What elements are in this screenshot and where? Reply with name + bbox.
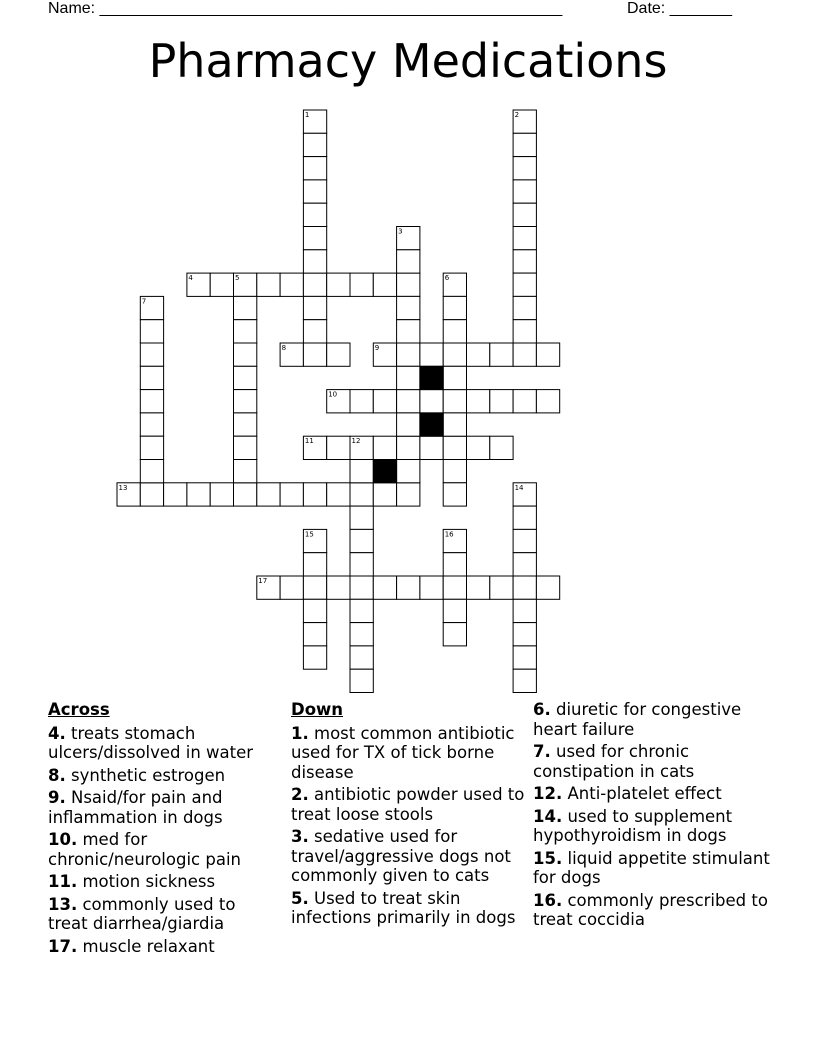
grid-cell[interactable] <box>490 436 513 459</box>
grid-cell[interactable] <box>280 273 303 296</box>
grid-cell[interactable] <box>303 273 326 296</box>
cell-number: 3 <box>398 227 403 236</box>
clue-text: commonly prescribed to treat coccidia <box>533 890 768 929</box>
grid-cell[interactable] <box>467 576 490 599</box>
clue-text: commonly used to treat diarrhea/giardia <box>48 894 236 933</box>
clue-number: 13. <box>48 894 78 914</box>
clue-item <box>291 724 527 783</box>
clue-number: 14. <box>533 806 563 826</box>
cell-number: 14 <box>514 483 524 492</box>
clue-text: motion sickness <box>77 872 216 891</box>
clue-number: 2. <box>291 785 309 804</box>
clue-number: 8. <box>48 765 66 785</box>
grid-cell[interactable] <box>350 390 373 413</box>
grid-cell[interactable] <box>420 390 443 413</box>
clue-number: 11. <box>48 872 78 891</box>
clue-number: 12. <box>533 784 563 803</box>
clue-text: treats stomach ulcers/dissolved in water <box>48 723 254 762</box>
grid-cell[interactable] <box>303 296 326 319</box>
grid-cell[interactable] <box>513 250 536 273</box>
grid-cell[interactable] <box>397 320 420 343</box>
grid-cell[interactable] <box>234 320 257 343</box>
black-cell <box>373 460 396 483</box>
cell-number: 4 <box>188 274 193 283</box>
grid-cell[interactable] <box>443 413 466 436</box>
clue-number: 10. <box>48 830 78 849</box>
grid-cell[interactable] <box>350 273 373 296</box>
grid-cell[interactable] <box>303 157 326 180</box>
clue-text: muscle relaxant <box>77 936 215 956</box>
clue-item <box>291 827 527 886</box>
clue-item <box>48 788 280 827</box>
across-heading: Across <box>48 700 110 719</box>
grid-cell[interactable] <box>303 250 326 273</box>
page-title: Pharmacy Medications <box>148 34 668 88</box>
grid-cell[interactable] <box>443 390 466 413</box>
grid-cell[interactable] <box>327 273 350 296</box>
grid-cell[interactable] <box>303 180 326 203</box>
clue-item <box>533 784 773 804</box>
grid-cell[interactable] <box>490 576 513 599</box>
grid-cell[interactable] <box>280 483 303 506</box>
grid-cell[interactable] <box>536 576 559 599</box>
clue-number: 6. <box>533 700 551 719</box>
clue-item <box>48 937 280 957</box>
clue-number: 9. <box>48 788 66 807</box>
cell-number: 17 <box>258 577 268 585</box>
clue-item <box>48 724 280 763</box>
grid-cell[interactable] <box>443 623 466 646</box>
cell-number: 5 <box>235 274 240 283</box>
black-cell <box>420 366 443 389</box>
grid-cell[interactable] <box>490 343 513 366</box>
grid-cell[interactable] <box>513 576 536 599</box>
clue-text: Used to treat skin infections primarily in dogs <box>291 888 516 927</box>
grid-cell[interactable] <box>350 483 373 506</box>
clue-item <box>48 830 280 869</box>
grid-cell[interactable] <box>327 436 350 459</box>
clue-text: Nsaid/for pain and inflammation in dogs <box>48 788 223 827</box>
grid-cell[interactable] <box>513 296 536 319</box>
grid-cell[interactable] <box>513 157 536 180</box>
grid-cell[interactable] <box>140 436 163 459</box>
grid-cell[interactable] <box>303 203 326 226</box>
grid-cell[interactable] <box>513 390 536 413</box>
grid-cell[interactable] <box>397 273 420 296</box>
grid-cell[interactable] <box>350 460 373 483</box>
grid-cell[interactable] <box>443 553 466 576</box>
cell-number: 10 <box>328 390 338 399</box>
clue-number: 1. <box>291 723 309 743</box>
grid-cell[interactable] <box>467 343 490 366</box>
grid-cell[interactable] <box>210 273 233 296</box>
grid-cell[interactable] <box>303 227 326 250</box>
grid-cell[interactable] <box>443 296 466 319</box>
cell-number: 16 <box>444 530 454 539</box>
cell-number: 8 <box>281 344 287 352</box>
grid-cell[interactable] <box>140 483 163 506</box>
clue-text: most common antibiotic used for TX of tick borne disease <box>291 723 515 782</box>
grid-cell[interactable] <box>397 436 420 459</box>
clue-text: used for chronic constipation in cats <box>533 742 695 781</box>
grid-cell[interactable] <box>443 366 466 389</box>
grid-cell[interactable] <box>187 483 210 506</box>
grid-cell[interactable] <box>327 343 350 366</box>
clues-column-across <box>48 700 280 959</box>
clue-item <box>533 700 773 739</box>
grid-cell[interactable] <box>140 460 163 483</box>
grid-cell[interactable] <box>513 133 536 156</box>
grid-cell[interactable] <box>350 623 373 646</box>
clue-text: med for chronic/neurologic pain <box>48 830 241 869</box>
clue-number: 3. <box>291 827 309 846</box>
grid-cell[interactable] <box>303 553 326 576</box>
grid-cell[interactable] <box>350 646 373 669</box>
grid-cell[interactable] <box>513 646 536 669</box>
clue-text: Anti-platelet effect <box>562 784 722 803</box>
clue-item <box>291 889 527 928</box>
grid-cell[interactable] <box>373 436 396 459</box>
grid-cell[interactable] <box>443 483 466 506</box>
grid-cell[interactable] <box>303 133 326 156</box>
grid-cell[interactable] <box>443 599 466 622</box>
grid-cell[interactable] <box>397 413 420 436</box>
grid-cell[interactable] <box>513 343 536 366</box>
grid-cell[interactable] <box>303 646 326 669</box>
grid-cell[interactable] <box>234 390 257 413</box>
cell-number: 1 <box>304 111 310 119</box>
black-cell <box>420 413 443 436</box>
grid-cell[interactable] <box>397 366 420 389</box>
grid-cell[interactable] <box>513 180 536 203</box>
grid-cell[interactable] <box>490 390 513 413</box>
grid-cell[interactable] <box>234 483 257 506</box>
grid-cell[interactable] <box>234 366 257 389</box>
clue-text: diuretic for congestive heart failure <box>533 700 742 739</box>
name-field-label: Name: ____________________________________________________ <box>48 0 563 17</box>
grid-cell[interactable] <box>327 483 350 506</box>
grid-cell[interactable] <box>397 343 420 366</box>
grid-cell[interactable] <box>280 576 303 599</box>
grid-cell[interactable] <box>513 227 536 250</box>
clue-number: 16. <box>533 890 563 910</box>
clue-number: 15. <box>533 848 563 868</box>
clue-text: used to supplement hypothyroidism in dogs <box>533 806 733 845</box>
grid-cell[interactable] <box>327 576 350 599</box>
grid-cell[interactable] <box>513 553 536 576</box>
grid-cell[interactable] <box>257 273 280 296</box>
grid-cell[interactable] <box>140 343 163 366</box>
grid-cell[interactable] <box>443 343 466 366</box>
grid-cell[interactable] <box>234 460 257 483</box>
grid-cell[interactable] <box>350 553 373 576</box>
clue-text: synthetic estrogen <box>65 765 226 785</box>
cell-number: 15 <box>304 530 314 539</box>
cell-number: 12 <box>351 437 361 446</box>
clues-column-down-continued <box>533 700 773 933</box>
grid-cell[interactable] <box>513 506 536 529</box>
down-heading: Down <box>291 700 344 719</box>
grid-cell[interactable] <box>397 390 420 413</box>
grid-cell[interactable] <box>513 669 536 692</box>
grid-cell[interactable] <box>420 343 443 366</box>
grid-cell[interactable] <box>513 623 536 646</box>
grid-cell[interactable] <box>373 390 396 413</box>
grid-cell[interactable] <box>536 390 559 413</box>
grid-cell[interactable] <box>257 483 280 506</box>
grid-cell[interactable] <box>397 460 420 483</box>
grid-cell[interactable] <box>443 320 466 343</box>
grid-cell[interactable] <box>420 576 443 599</box>
grid-cell[interactable] <box>420 436 443 459</box>
cell-number: 6 <box>444 274 450 283</box>
clue-number: 7. <box>533 742 551 761</box>
clue-item <box>291 785 527 824</box>
clues-column-down <box>291 700 527 931</box>
grid-cell[interactable] <box>443 460 466 483</box>
grid-cell[interactable] <box>443 576 466 599</box>
grid-cell[interactable] <box>373 273 396 296</box>
clue-item <box>48 766 280 786</box>
grid-cell[interactable] <box>397 250 420 273</box>
grid-cell[interactable] <box>513 273 536 296</box>
clue-text: liquid appetite stimulant for dogs <box>533 848 770 887</box>
grid-cell[interactable] <box>303 483 326 506</box>
clue-item <box>533 742 773 781</box>
grid-cell[interactable] <box>513 320 536 343</box>
grid-cell[interactable] <box>350 576 373 599</box>
cell-number: 2 <box>514 111 520 119</box>
grid-cell[interactable] <box>373 576 396 599</box>
grid-cell[interactable] <box>140 320 163 343</box>
grid-cell[interactable] <box>397 483 420 506</box>
grid-cell[interactable] <box>350 506 373 529</box>
clue-item <box>533 891 773 930</box>
clue-number: 4. <box>48 723 66 743</box>
grid-cell[interactable] <box>373 483 396 506</box>
grid-cell[interactable] <box>536 343 559 366</box>
grid-cell[interactable] <box>397 576 420 599</box>
grid-cell[interactable] <box>350 599 373 622</box>
grid-cell[interactable] <box>140 390 163 413</box>
clue-item <box>48 872 280 892</box>
grid-cell[interactable] <box>164 483 187 506</box>
grid-cell[interactable] <box>513 599 536 622</box>
grid-cell[interactable] <box>443 436 466 459</box>
cell-number: 11 <box>304 437 314 446</box>
cell-number: 13 <box>118 483 128 492</box>
grid-cell[interactable] <box>467 436 490 459</box>
grid-cell[interactable] <box>234 296 257 319</box>
date-field-label: Date: _______ <box>627 0 732 17</box>
grid-cell[interactable] <box>303 576 326 599</box>
clue-text: sedative used for travel/aggressive dogs not commonly given to cats <box>291 827 511 885</box>
grid-cell[interactable] <box>210 483 233 506</box>
clue-number: 17. <box>48 936 78 956</box>
clue-item <box>48 895 280 934</box>
clue-text: antibiotic powder used to treat loose stools <box>291 785 525 824</box>
clue-item <box>533 849 773 888</box>
grid-cell[interactable] <box>467 390 490 413</box>
cell-number: 9 <box>374 344 380 352</box>
clue-number: 5. <box>291 888 309 908</box>
grid-cell[interactable] <box>513 529 536 552</box>
clue-item <box>533 807 773 846</box>
grid-cell[interactable] <box>140 413 163 436</box>
grid-cell[interactable] <box>513 203 536 226</box>
grid-cell[interactable] <box>234 413 257 436</box>
grid-cell[interactable] <box>397 296 420 319</box>
grid-cell[interactable] <box>303 343 326 366</box>
grid-cell[interactable] <box>350 529 373 552</box>
grid-cell[interactable] <box>303 623 326 646</box>
cell-number: 7 <box>141 297 147 306</box>
grid-cell[interactable] <box>234 343 257 366</box>
grid-cell[interactable] <box>234 436 257 459</box>
grid-cell[interactable] <box>303 320 326 343</box>
grid-cell[interactable] <box>350 669 373 692</box>
grid-cell[interactable] <box>140 366 163 389</box>
grid-cell[interactable] <box>303 599 326 622</box>
